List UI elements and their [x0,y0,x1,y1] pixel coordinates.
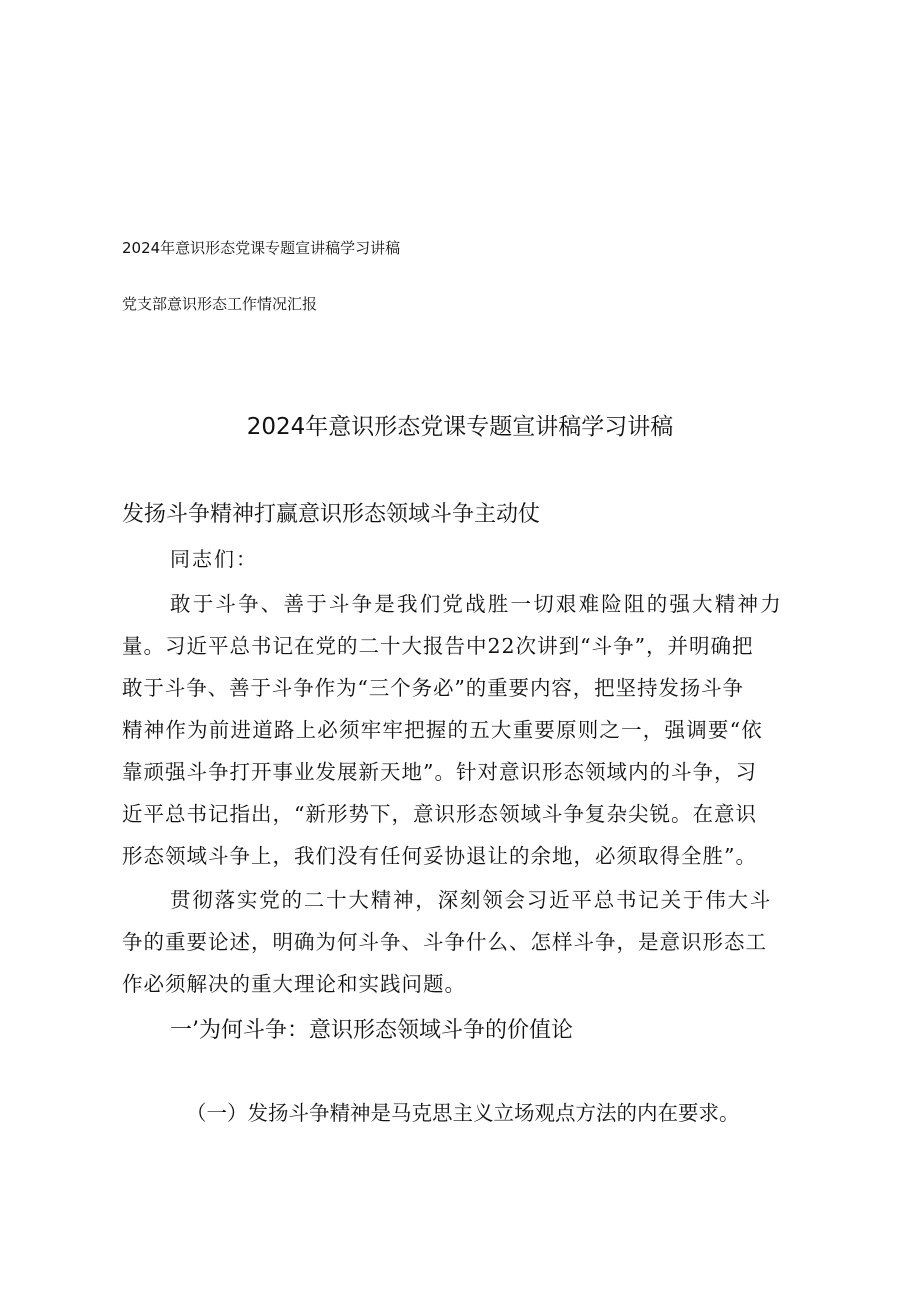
document-subtitle: 发扬斗争精神打赢意识形态领域斗争主动仗 [122,502,541,527]
section-heading: 一’为何斗争：意识形态领域斗争的价值论 [170,1018,573,1043]
paragraph-line: 量。习近平总书记在党的二十大报告中22次讲到“斗争”，并明确把 [122,634,754,658]
paragraph-line: 近平总书记指出，“新形势下，意识形态领域斗争复杂尖锐。在意识 [122,802,757,826]
greeting: 同志们： [170,547,258,571]
paragraph-line: 靠顽强斗争打开事业发展新天地”。针对意识形态领域内的斗争，习 [122,760,757,784]
paragraph-line: 作必须解决的重大理论和实践问题。 [122,972,466,996]
subsection-heading: （一）发扬斗争精神是马克思主义立场观点方法的内在要求。 [186,1101,740,1125]
paragraph-line: 形态领域斗争上，我们没有任何妥协退让的余地，必须取得全胜”。 [122,844,757,868]
toc-entry-report[interactable]: 党支部意识形态工作情况汇报 [122,295,318,313]
paragraph-line: 精神作为前进道路上必须牢牢把握的五大重要原则之一，强调要“依 [122,718,763,742]
paragraph-line: 敢于斗争、善于斗争是我们党战胜一切艰难险阻的强大精神力 [170,592,783,616]
paragraph-line: 敢于斗争、善于斗争作为“三个务必”的重要内容，把坚持发扬斗争 [122,676,744,700]
document-title: 2024年意识形态党课专题宣讲稿学习讲稿 [246,414,674,440]
paragraph-line: 争的重要论述，明确为何斗争、斗争什么、怎样斗争，是意识形态工 [122,930,767,954]
toc-entry-lecture[interactable]: 2024年意识形态党课专题宣讲稿学习讲稿 [122,239,401,257]
paragraph-line: 贯彻落实党的二十大精神，深刻领会习近平总书记关于伟大斗 [170,888,773,912]
